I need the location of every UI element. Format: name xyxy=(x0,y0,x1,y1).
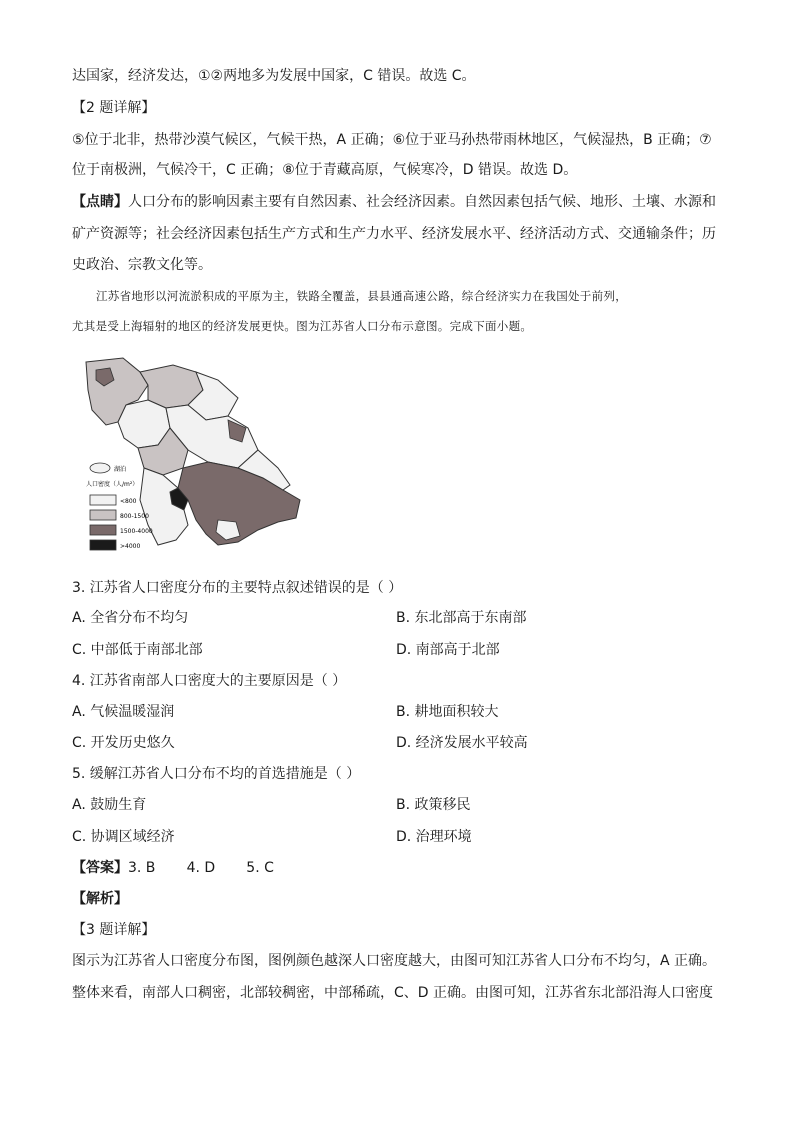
option-d: D. 南部高于北部 xyxy=(396,642,500,658)
option-d: D. 经济发展水平较高 xyxy=(396,735,528,751)
option-c: C. 中部低于南部北部 xyxy=(72,642,203,658)
paragraph-text: 史政治、宗教文化等。 xyxy=(72,257,212,273)
paragraph-text: 矿产资源等；社会经济因素包括生产方式和生产力水平、经济发展水平、经济活动方式、交通输条件；历 xyxy=(72,226,716,242)
analysis-tag: 【解析】 xyxy=(72,891,128,907)
option-d: D. 治理环境 xyxy=(396,829,472,845)
legend-swatch-mid xyxy=(90,510,116,520)
legend-swatch-high xyxy=(90,525,116,535)
option-a: A. 鼓励生育 xyxy=(72,797,147,813)
paragraph-text: 达国家，经济发达，①②两地多为发展中国家，C 错误。故选 C。 xyxy=(72,68,476,84)
intro-text: 尤其是受上海辐射的地区的经济发展更快。图为江苏省人口分布示意图。完成下面小题。 xyxy=(72,319,533,333)
legend-label-high: 1500-4000 xyxy=(120,528,153,535)
section-heading: 【2 题详解】 xyxy=(72,100,156,116)
option-b: B. 东北部高于东南部 xyxy=(396,610,527,626)
question-stem: 5. 缓解江苏省人口分布不均的首选措施是（ ） xyxy=(72,766,361,782)
option-c: C. 协调区域经济 xyxy=(72,829,175,845)
province-regions xyxy=(86,358,300,545)
paragraph-text: 整体来看，南部人口稠密，北部较稠密，中部稀疏，C、D 正确。由图可知，江苏省东北部沿海人口密度 xyxy=(72,985,714,1001)
option-a: A. 气候温暖湿润 xyxy=(72,704,175,720)
tip-line xyxy=(72,192,716,212)
paragraph-text: 图示为江苏省人口密度分布图，图例颜色越深人口密度越大，由图可知江苏省人口分布不均匀，A 正确。 xyxy=(72,953,717,969)
option-a: A. 全省分布不均匀 xyxy=(72,610,189,626)
answer-tag: 【答案】 xyxy=(72,860,128,876)
option-b: B. 耕地面积较大 xyxy=(396,704,499,720)
intro-text: 江苏省地形以河流淤积成的平原为主，铁路全覆盖，县县通高速公路，综合经济实力在我国处于前列， xyxy=(96,289,627,303)
option-b: B. 政策移民 xyxy=(396,797,471,813)
tip-text: 人口分布的影响因素主要有自然因素、社会经济因素。自然因素包括气候、地形、土壤、水源和 xyxy=(128,194,716,210)
answer-line xyxy=(72,858,274,878)
legend-lake-label: 湖泊 xyxy=(114,466,127,473)
legend-label-mid: 800-1500 xyxy=(120,513,149,520)
paragraph-text: ⑤位于北非，热带沙漠气候区，气候干热，A 正确；⑥位于亚马孙热带雨林地区，气候湿热，B 正确；⑦ xyxy=(72,132,712,148)
question-stem: 3. 江苏省人口密度分布的主要特点叙述错误的是（ ） xyxy=(72,580,403,596)
section-heading: 【3 题详解】 xyxy=(72,922,156,938)
paragraph-text: 位于南极洲，气候冷干，C 正确；⑧位于青藏高原，气候寒冷，D 错误。故选 D。 xyxy=(72,162,578,178)
jiangsu-population-density-map xyxy=(78,350,328,565)
tip-tag: 【点睛】 xyxy=(72,194,128,210)
answer-text: 3. B 4. D 5. C xyxy=(128,860,274,876)
legend-title: 人口密度（人/m²） xyxy=(86,481,139,488)
legend-label-top: >4000 xyxy=(120,543,141,550)
legend-label-low: <800 xyxy=(120,498,137,505)
question-stem: 4. 江苏省南部人口密度大的主要原因是（ ） xyxy=(72,673,347,689)
legend-swatch-low xyxy=(90,495,116,505)
option-c: C. 开发历史悠久 xyxy=(72,735,175,751)
legend-swatch-top xyxy=(90,540,116,550)
lake-legend-icon xyxy=(90,463,110,473)
